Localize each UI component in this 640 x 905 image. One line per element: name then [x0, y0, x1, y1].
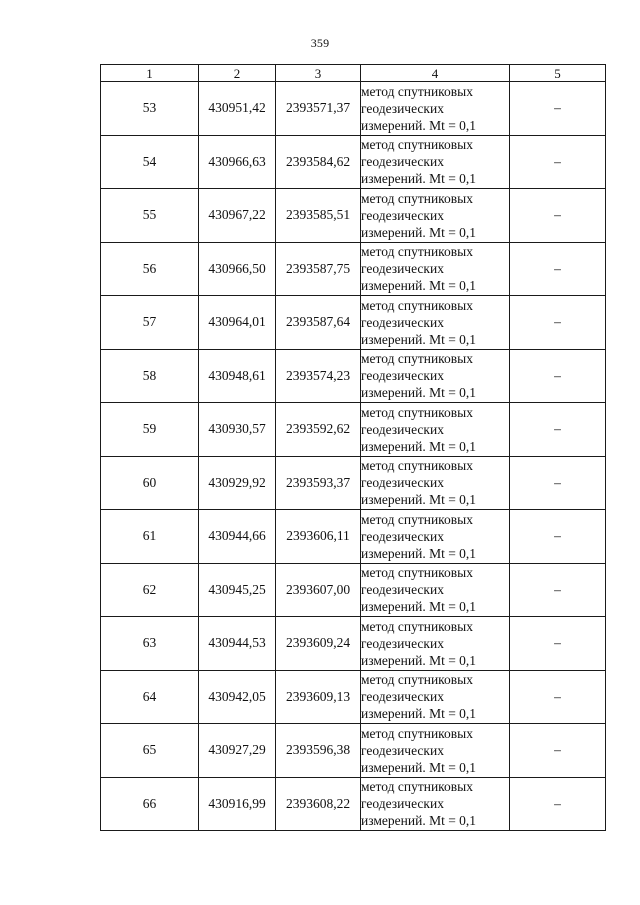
method-line: метод спутниковых: [361, 83, 473, 99]
x-coordinate-cell: 430967,22: [199, 189, 276, 243]
point-number-cell: 55: [101, 189, 199, 243]
method-line: геодезических: [361, 314, 444, 330]
method-line: измерений. Mt = 0,1: [361, 545, 477, 561]
point-number-cell: 59: [101, 403, 199, 457]
y-coordinate-cell: 2393574,23: [276, 349, 361, 403]
note-cell: –: [510, 510, 606, 564]
y-coordinate-cell: 2393607,00: [276, 563, 361, 617]
table-row: [101, 135, 606, 189]
header-row: [101, 65, 606, 82]
y-coordinate-cell: 2393585,51: [276, 189, 361, 243]
x-coordinate-cell: 430916,99: [199, 777, 276, 831]
y-coordinate-cell: 2393606,11: [276, 510, 361, 564]
point-number-cell: 58: [101, 349, 199, 403]
method-line: геодезических: [361, 528, 444, 544]
method-line: метод спутниковых: [361, 351, 473, 367]
table-row: [101, 777, 606, 831]
method-line: метод спутниковых: [361, 297, 473, 313]
note-cell: –: [510, 189, 606, 243]
y-coordinate-cell: 2393593,37: [276, 456, 361, 510]
table-row: [101, 296, 606, 350]
x-coordinate-cell: 430945,25: [199, 563, 276, 617]
method-cell: [361, 617, 510, 671]
method-line: метод спутниковых: [361, 190, 473, 206]
point-number-cell: 60: [101, 456, 199, 510]
x-coordinate-cell: 430944,53: [199, 617, 276, 671]
x-coordinate-cell: 430966,63: [199, 135, 276, 189]
note-cell: –: [510, 777, 606, 831]
method-line: метод спутниковых: [361, 565, 473, 581]
table-row: [101, 82, 606, 136]
method-line: измерений. Mt = 0,1: [361, 759, 477, 775]
note-cell: –: [510, 296, 606, 350]
method-line: геодезических: [361, 154, 444, 170]
note-cell: –: [510, 349, 606, 403]
table-row: [101, 242, 606, 296]
point-number-cell: 53: [101, 82, 199, 136]
table-row: [101, 349, 606, 403]
note-cell: –: [510, 563, 606, 617]
method-cell: [361, 777, 510, 831]
table-row: [101, 456, 606, 510]
method-line: измерений. Mt = 0,1: [361, 171, 477, 187]
method-line: измерений. Mt = 0,1: [361, 331, 477, 347]
method-line: геодезических: [361, 689, 444, 705]
y-coordinate-cell: 2393587,64: [276, 296, 361, 350]
method-line: измерений. Mt = 0,1: [361, 278, 477, 294]
y-coordinate-cell: 2393571,37: [276, 82, 361, 136]
method-line: измерений. Mt = 0,1: [361, 652, 477, 668]
table-row: [101, 563, 606, 617]
method-cell: [361, 189, 510, 243]
x-coordinate-cell: 430927,29: [199, 724, 276, 778]
method-cell: [361, 510, 510, 564]
point-number-cell: 63: [101, 617, 199, 671]
table-row: [101, 670, 606, 724]
method-cell: [361, 82, 510, 136]
method-line: геодезических: [361, 261, 444, 277]
method-line: измерений. Mt = 0,1: [361, 117, 477, 133]
method-line: геодезических: [361, 207, 444, 223]
method-cell: [361, 456, 510, 510]
method-cell: [361, 349, 510, 403]
point-number-cell: 65: [101, 724, 199, 778]
method-cell: [361, 296, 510, 350]
method-cell: [361, 563, 510, 617]
note-cell: –: [510, 670, 606, 724]
note-cell: –: [510, 617, 606, 671]
table-row: [101, 724, 606, 778]
page-number: 359: [310, 36, 330, 50]
x-coordinate-cell: 430966,50: [199, 242, 276, 296]
method-line: измерений. Mt = 0,1: [361, 706, 477, 722]
table-header: [101, 65, 606, 82]
coordinates-table: [100, 64, 606, 831]
method-line: метод спутниковых: [361, 404, 473, 420]
method-cell: [361, 135, 510, 189]
y-coordinate-cell: 2393587,75: [276, 242, 361, 296]
point-number-cell: 61: [101, 510, 199, 564]
method-line: геодезических: [361, 368, 444, 384]
table-body: [101, 82, 606, 831]
x-coordinate-cell: 430942,05: [199, 670, 276, 724]
note-cell: –: [510, 724, 606, 778]
method-line: измерений. Mt = 0,1: [361, 385, 477, 401]
method-line: метод спутниковых: [361, 725, 473, 741]
note-cell: –: [510, 135, 606, 189]
method-line: геодезических: [361, 635, 444, 651]
table-row: [101, 403, 606, 457]
point-number-cell: 57: [101, 296, 199, 350]
point-number-cell: 62: [101, 563, 199, 617]
point-number-cell: 56: [101, 242, 199, 296]
header-col-4: 4: [361, 65, 510, 82]
point-number-cell: 64: [101, 670, 199, 724]
method-line: метод спутниковых: [361, 244, 473, 260]
method-cell: [361, 670, 510, 724]
y-coordinate-cell: 2393584,62: [276, 135, 361, 189]
method-line: метод спутниковых: [361, 458, 473, 474]
method-line: геодезических: [361, 742, 444, 758]
point-number-cell: 54: [101, 135, 199, 189]
method-cell: [361, 242, 510, 296]
x-coordinate-cell: 430951,42: [199, 82, 276, 136]
header-col-5: 5: [510, 65, 606, 82]
header-col-2: 2: [199, 65, 276, 82]
table-row: [101, 510, 606, 564]
note-cell: –: [510, 242, 606, 296]
y-coordinate-cell: 2393609,13: [276, 670, 361, 724]
method-line: измерений. Mt = 0,1: [361, 492, 477, 508]
y-coordinate-cell: 2393609,24: [276, 617, 361, 671]
method-line: геодезических: [361, 100, 444, 116]
x-coordinate-cell: 430964,01: [199, 296, 276, 350]
point-number-cell: 66: [101, 777, 199, 831]
y-coordinate-cell: 2393596,38: [276, 724, 361, 778]
method-line: метод спутниковых: [361, 137, 473, 153]
note-cell: –: [510, 456, 606, 510]
x-coordinate-cell: 430930,57: [199, 403, 276, 457]
x-coordinate-cell: 430944,66: [199, 510, 276, 564]
method-line: метод спутниковых: [361, 511, 473, 527]
x-coordinate-cell: 430948,61: [199, 349, 276, 403]
method-line: геодезических: [361, 796, 444, 812]
method-line: измерений. Mt = 0,1: [361, 224, 477, 240]
method-line: геодезических: [361, 582, 444, 598]
y-coordinate-cell: 2393592,62: [276, 403, 361, 457]
note-cell: –: [510, 403, 606, 457]
method-cell: [361, 403, 510, 457]
method-line: метод спутниковых: [361, 618, 473, 634]
method-line: геодезических: [361, 475, 444, 491]
note-cell: –: [510, 82, 606, 136]
method-line: измерений. Mt = 0,1: [361, 599, 477, 615]
y-coordinate-cell: 2393608,22: [276, 777, 361, 831]
x-coordinate-cell: 430929,92: [199, 456, 276, 510]
header-col-1: 1: [101, 65, 199, 82]
header-col-3: 3: [276, 65, 361, 82]
method-line: измерений. Mt = 0,1: [361, 438, 477, 454]
method-line: геодезических: [361, 421, 444, 437]
method-cell: [361, 724, 510, 778]
method-line: метод спутниковых: [361, 779, 473, 795]
table-row: [101, 617, 606, 671]
method-line: метод спутниковых: [361, 672, 473, 688]
method-line: измерений. Mt = 0,1: [361, 813, 477, 829]
table-row: [101, 189, 606, 243]
